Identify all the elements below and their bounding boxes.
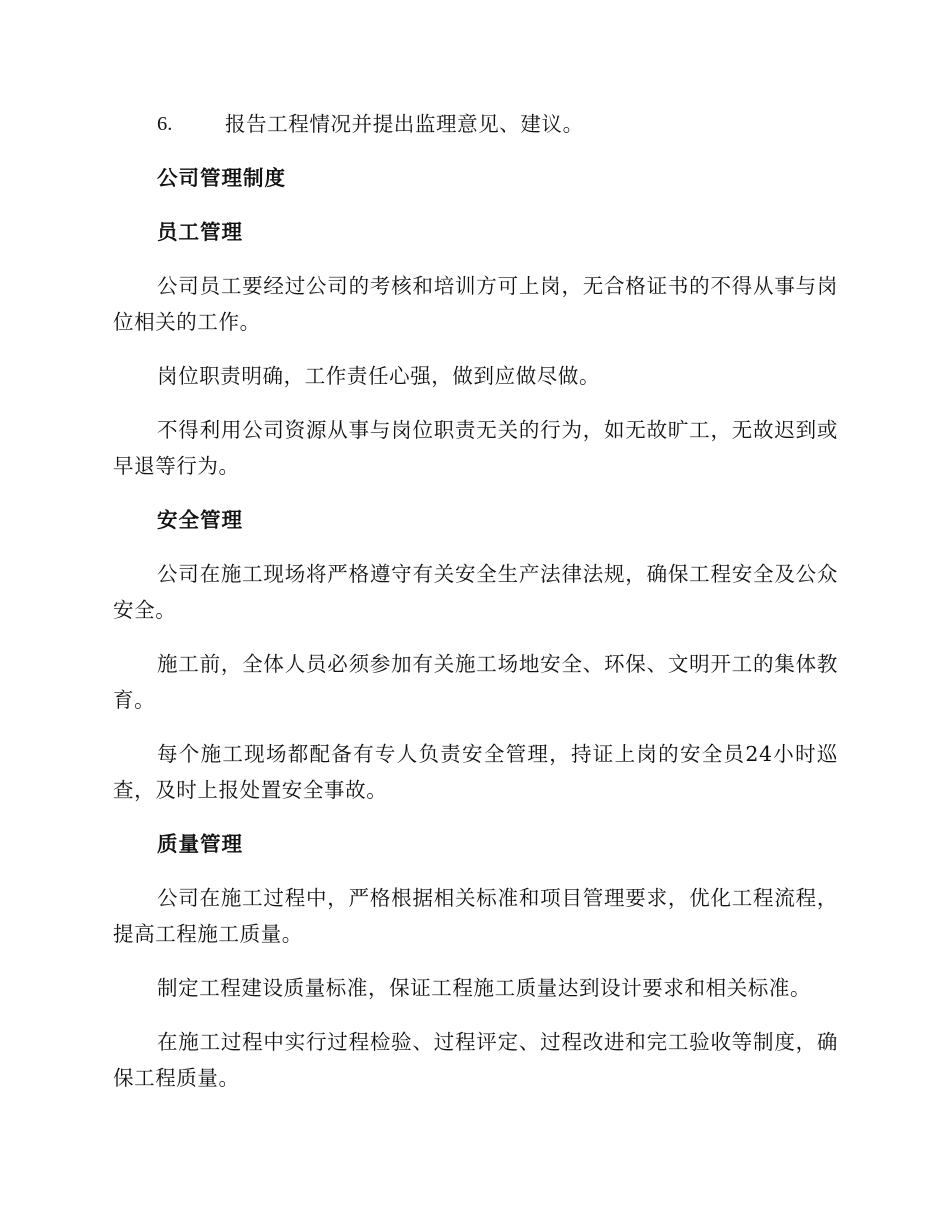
staff-management-heading: 员工管理 — [157, 220, 243, 244]
staff-paragraph: 公司员工要经过公司的考核和培训方可上岗，无合格证书的不得从事与岗位相关的工作。 — [113, 274, 838, 334]
quality-management-heading: 质量管理 — [157, 832, 243, 856]
safety-paragraph: 每个施工现场都配备有专人负责安全管理，持证上岗的安全员24小时巡查，及时上报处置安全事故。 — [113, 742, 838, 802]
list-item-number: 6. — [157, 113, 173, 135]
quality-paragraph: 在施工过程中实行过程检验、过程评定、过程改进和完工验收等制度，确保工程质量。 — [113, 1030, 838, 1090]
list-item — [113, 106, 838, 142]
document-body — [113, 106, 838, 1114]
company-rules-heading: 公司管理制度 — [157, 166, 286, 190]
safety-paragraph: 施工前，全体人员必须参加有关施工场地安全、环保、文明开工的集体教育。 — [113, 652, 838, 712]
staff-paragraph: 不得利用公司资源从事与岗位职责无关的行为，如无故旷工，无故迟到或早退等行为。 — [113, 418, 838, 478]
quality-paragraph: 制定工程建设质量标准，保证工程施工质量达到设计要求和相关标准。 — [157, 976, 812, 1000]
list-item-text: 报告工程情况并提出监理意见、建议。 — [225, 112, 584, 136]
safety-management-heading: 安全管理 — [157, 508, 243, 532]
staff-paragraph: 岗位职责明确，工作责任心强，做到应做尽做。 — [157, 364, 601, 388]
safety-paragraph: 公司在施工现场将严格遵守有关安全生产法律法规，确保工程安全及公众安全。 — [113, 562, 838, 622]
quality-paragraph: 公司在施工过程中，严格根据相关标准和项目管理要求，优化工程流程，提高工程施工质量。 — [113, 886, 838, 946]
